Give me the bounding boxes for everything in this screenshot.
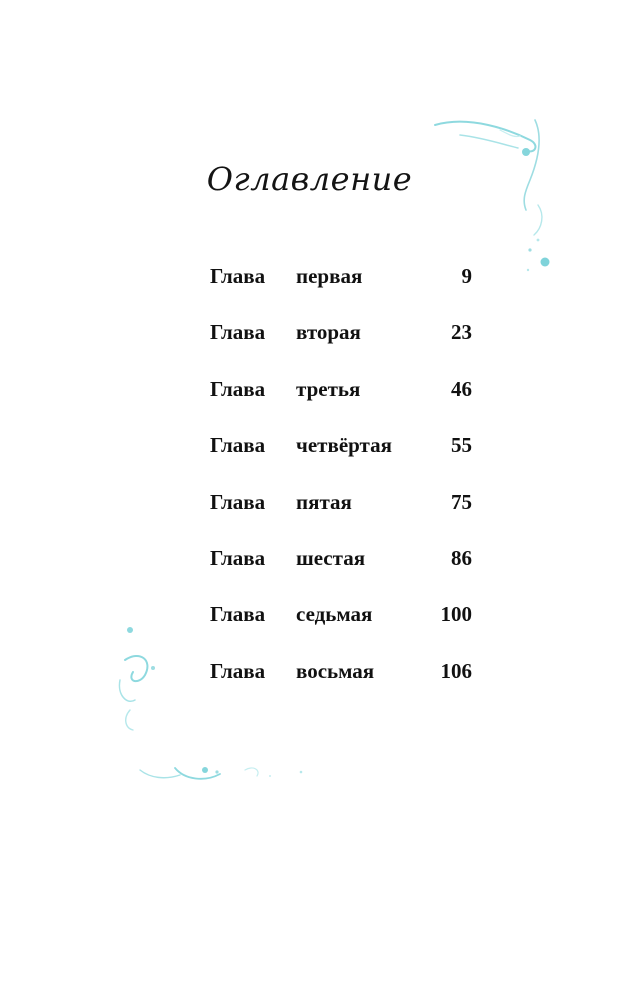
toc-entry-title: шестая xyxy=(296,545,366,570)
toc-entry-title: вторая xyxy=(296,320,361,345)
toc-entry[interactable] xyxy=(210,598,472,654)
toc-entry-label: Глава xyxy=(210,320,266,345)
toc-entry-title: третья xyxy=(296,376,361,401)
toc-entry[interactable] xyxy=(210,486,472,542)
toc-entry-label: Глава xyxy=(210,433,266,458)
toc-entry-label: Глава xyxy=(210,489,266,514)
toc-entry[interactable] xyxy=(210,260,472,316)
toc-entry-title: седьмая xyxy=(296,602,373,627)
toc-entry-title: восьмая xyxy=(296,658,375,683)
toc-entry-page: 75 xyxy=(451,489,472,514)
toc-entry-label: Глава xyxy=(210,264,266,288)
toc-entry-page: 46 xyxy=(451,376,472,401)
toc-entry-page: 100 xyxy=(440,602,472,627)
toc-entry-page: 86 xyxy=(451,545,472,570)
toc-entry[interactable] xyxy=(210,429,472,485)
toc-entry-label: Глава xyxy=(210,376,266,401)
table-of-contents xyxy=(210,260,472,711)
toc-entry[interactable] xyxy=(210,373,472,429)
toc-entry-label: Глава xyxy=(210,545,266,570)
toc-entry-title: пятая xyxy=(296,489,352,514)
toc-entry[interactable] xyxy=(210,542,472,598)
toc-entry-title: первая xyxy=(296,264,363,288)
toc-entry-page: 9 xyxy=(461,264,472,288)
toc-entry[interactable] xyxy=(210,316,472,372)
toc-entry-page: 106 xyxy=(440,658,472,683)
toc-entry-label: Глава xyxy=(210,658,266,683)
toc-entry-page: 55 xyxy=(451,433,472,458)
toc-entry[interactable] xyxy=(210,655,472,711)
toc-entry-title: четвёртая xyxy=(296,433,392,458)
toc-entry-page: 23 xyxy=(451,320,472,345)
page-title: Оглавление xyxy=(206,160,413,198)
toc-entry-label: Глава xyxy=(210,602,266,627)
